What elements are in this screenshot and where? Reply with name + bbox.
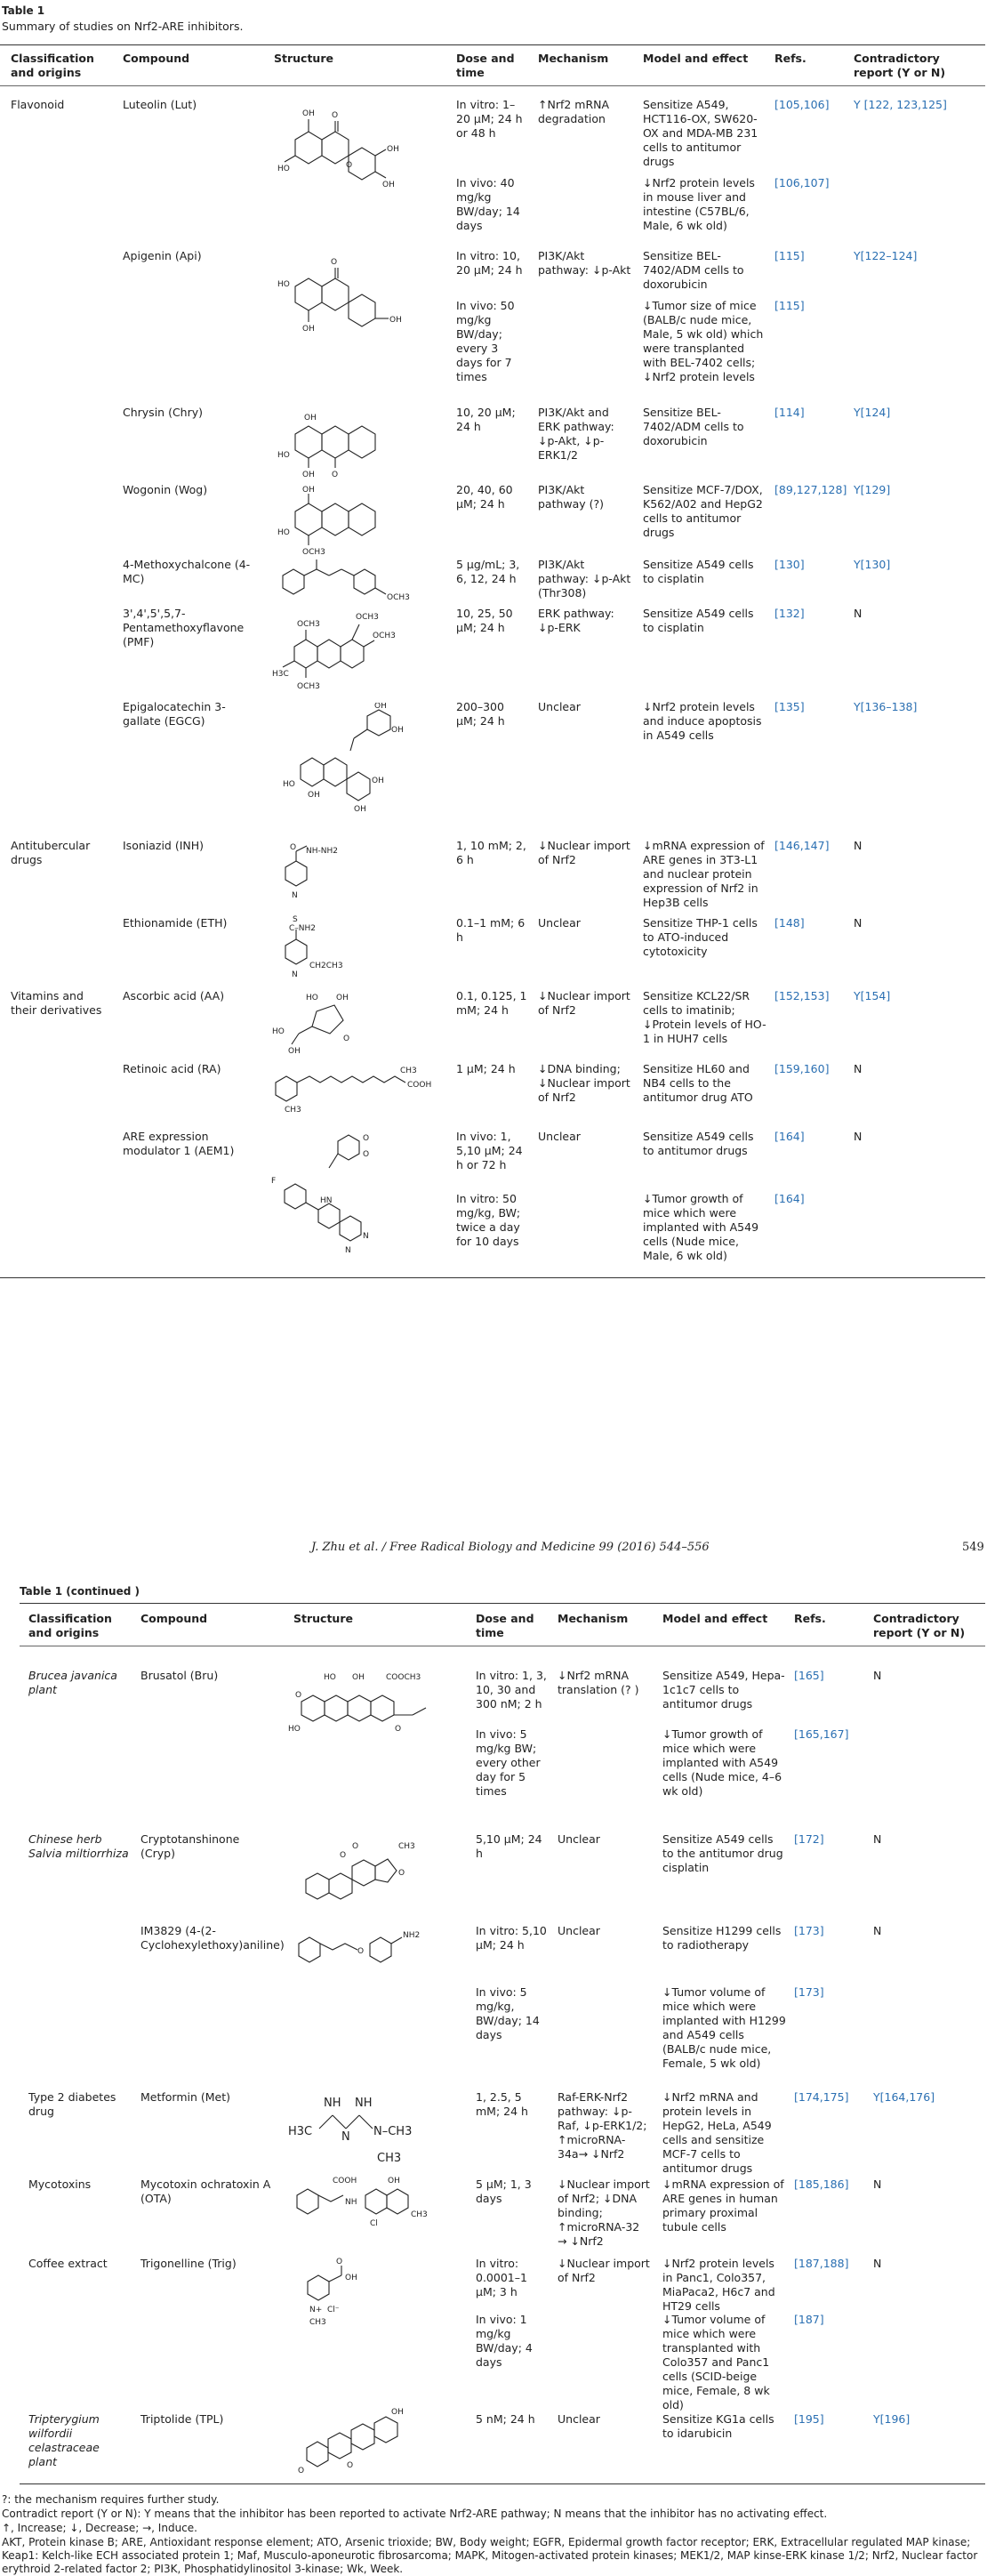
cell-mechanism: Unclear: [538, 700, 581, 713]
svg-text:OH: OH: [302, 109, 315, 118]
cell-model: ↓mRNA expression of ARE genes in human primary proximal tubule cells: [662, 2178, 784, 2234]
structure-triptolide: [293, 2403, 418, 2475]
structure-aem1: [267, 1128, 391, 1261]
svg-text:OH: OH: [382, 181, 395, 189]
svg-text:OH: OH: [391, 2408, 404, 2417]
cell-contradictory[interactable]: Y[122–124]: [854, 249, 918, 262]
svg-text:NH: NH: [355, 2097, 373, 2110]
svg-text:CH3: CH3: [398, 1842, 415, 1851]
cell-mechanism: Unclear: [558, 1832, 600, 1846]
cell-model: Sensitize A549 cells to cisplatin: [643, 607, 754, 634]
cell-refs[interactable]: [105,106]: [774, 98, 830, 111]
cell-model: Sensitize A549, Hepa-1c1c7 cells to antitumor drugs: [662, 1669, 785, 1711]
svg-text:OCH3: OCH3: [302, 548, 325, 557]
cell-dose: In vitro: 1, 3, 10, 30 and 300 nM; 2 h: [476, 1669, 547, 1711]
svg-text:HO: HO: [288, 1725, 301, 1734]
svg-text:OH: OH: [388, 2177, 400, 2186]
svg-text:CH3: CH3: [400, 1067, 417, 1075]
cell-model: ↓Tumor size of mice (BALB/c nude mice, Male, 5 wk old) which were transplanted with BEL-7402 cells; ↓Nrf2 protein levels: [643, 299, 764, 383]
cell-compound: Wogonin (Wog): [123, 483, 208, 496]
structure-ochratoxin-a: [290, 2170, 450, 2233]
svg-text:OH: OH: [354, 805, 366, 814]
cell-refs[interactable]: [130]: [774, 558, 805, 571]
structure-isoniazid: [272, 841, 361, 912]
cell-contradictory[interactable]: Y[130]: [854, 558, 891, 571]
cell-refs[interactable]: [135]: [774, 700, 805, 713]
cell-contradictory: N: [854, 1062, 863, 1075]
cell-contradictory[interactable]: Y[154]: [854, 989, 891, 1002]
cell-classification: Type 2 diabetes drug: [28, 2090, 116, 2118]
svg-text:O: O: [343, 1034, 350, 1043]
svg-text:CH3: CH3: [377, 2152, 402, 2165]
svg-text:Cl: Cl: [370, 2219, 378, 2228]
svg-text:O: O: [357, 1947, 365, 1956]
svg-text:OCH3: OCH3: [387, 593, 410, 602]
cell-compound: Retinoic acid (RA): [123, 1062, 221, 1075]
cell-mechanism: ERK pathway: ↓p-ERK: [538, 607, 614, 634]
svg-text:HN: HN: [320, 1196, 333, 1205]
cell-classification: Flavonoid: [11, 98, 65, 111]
cell-refs[interactable]: [195]: [794, 2412, 824, 2426]
cell-refs[interactable]: [148]: [774, 916, 805, 930]
cell-classification: Mycotoxins: [28, 2178, 92, 2191]
cell-contradictory: N: [873, 1669, 882, 1682]
cell-dose: In vivo: 1 mg/kg BW/day; 4 days: [476, 2313, 533, 2369]
cell-mechanism: ↓Nuclear import of Nrf2: [538, 989, 630, 1017]
cell-compound: Luteolin (Lut): [123, 98, 197, 111]
cell-dose: In vivo: 40 mg/kg BW/day; 14 days: [456, 176, 520, 232]
svg-text:COOCH3: COOCH3: [386, 1673, 421, 1682]
svg-text:HO: HO: [277, 280, 290, 289]
svg-text:O: O: [340, 1851, 347, 1860]
cell-dose: 1, 10 mM; 2, 6 h: [456, 839, 526, 866]
cell-classification: Vitamins and their derivatives: [11, 989, 102, 1017]
header-contradictory: Contradictory report (Y or N): [854, 52, 946, 79]
svg-text:N–CH3: N–CH3: [373, 2125, 413, 2138]
svg-text:N+: N+: [309, 2306, 323, 2314]
page-number: 549: [962, 1541, 984, 1554]
header-dose: Dose and time: [456, 52, 515, 79]
svg-text:OH: OH: [389, 316, 402, 325]
structure-4-methoxychalcone: [274, 559, 434, 608]
svg-text:OH: OH: [372, 777, 384, 785]
cell-compound: Ascorbic acid (AA): [123, 989, 225, 1002]
cell-mechanism: PI3K/Akt pathway (?): [538, 483, 605, 511]
cell-dose: In vitro: 10, 20 μM; 24 h: [456, 249, 523, 277]
cell-contradictory[interactable]: Y[136–138]: [854, 700, 918, 713]
cell-model: Sensitize A549 cells to antitumor drugs: [643, 1130, 754, 1157]
cell-contradictory: N: [854, 1130, 863, 1143]
cell-contradictory[interactable]: Y[124]: [854, 406, 891, 419]
svg-text:OH: OH: [336, 994, 349, 1002]
cell-refs[interactable]: [152,153]: [774, 989, 830, 1002]
cell-refs[interactable]: [187]: [794, 2313, 824, 2326]
cell-dose: 200–300 μM; 24 h: [456, 700, 505, 728]
cell-contradictory[interactable]: Y [122, 123,125]: [854, 98, 947, 111]
cell-dose: 10, 20 μM; 24 h: [456, 406, 516, 433]
svg-text:HO: HO: [283, 780, 295, 789]
svg-text:F: F: [271, 1177, 277, 1186]
footnote-abbreviations: AKT, Protein kinase B; ARE, Antioxidant response element; ATO, Arsenic trioxide; BW, Body weight; EGFR, Epidermal growth factor receptor; ERK, Extracellular regulated MAP kinase; Keap1: Kelch-like ECH associated protein 1; Maf, Musculo-aponeurotic fibrosarcoma; MAPK, Mitogen-activated protein kinases; MEK1/2, MAP kinse-ERK kinase 1/2; Nrf2, Nuclear factor erythroid 2-related factor 2; PI3K, Phosphatidylinositol 3-kinase; Wk, Week.: [2, 2536, 978, 2575]
structure-retinoic-acid: [267, 1060, 445, 1114]
top-rule: [0, 44, 985, 45]
cell-refs[interactable]: [173]: [794, 1985, 824, 1999]
cell-classification: Tripterygium wilfordii celastraceae plant: [28, 2412, 100, 2468]
cell-model: ↓Nrf2 protein levels in Panc1, Colo357, MiaPaca2, H6c7 and HT29 cells: [662, 2257, 775, 2313]
cell-dose: 1, 2.5, 5 mM; 24 h: [476, 2090, 528, 2118]
cell-model: ↓Nrf2 protein levels in mouse liver and intestine (C57BL/6, Male, 6 wk old): [643, 176, 755, 232]
svg-text:OH: OH: [391, 726, 404, 735]
structure-trigonelline: [290, 2255, 388, 2326]
svg-text:OCH3: OCH3: [373, 632, 396, 640]
cell-refs[interactable]: [115]: [774, 299, 805, 312]
cell-model: ↓Tumor growth of mice which were implanted with A549 cells (Nude mice, 4–6 wk old): [662, 1727, 782, 1798]
cell-refs[interactable]: [165]: [794, 1669, 824, 1682]
cell-refs[interactable]: [173]: [794, 1924, 824, 1937]
cell-classification: Brucea javanica plant: [28, 1669, 117, 1696]
cell-refs[interactable]: [106,107]: [774, 176, 830, 189]
cell-dose: 5,10 μM; 24 h: [476, 1832, 542, 1860]
structure-luteolin: [277, 100, 402, 189]
svg-text:OH: OH: [302, 325, 315, 331]
structure-egcg: [283, 703, 425, 814]
svg-text:NH: NH: [345, 2198, 357, 2207]
cell-contradictory: N: [873, 1924, 882, 1937]
svg-text:CH2CH3: CH2CH3: [309, 962, 343, 970]
cell-compound: Epigalocatechin 3-gallate (EGCG): [123, 700, 226, 728]
bottom-rule-p2: [20, 2483, 985, 2484]
svg-text:O: O: [395, 1725, 402, 1734]
structure-metformin: [288, 2089, 421, 2169]
cell-model: Sensitize BEL-7402/ADM cells to doxorubicin: [643, 249, 744, 291]
top-rule-p2: [20, 1603, 985, 1604]
svg-text:OH: OH: [387, 145, 399, 154]
cell-contradictory: N: [854, 839, 863, 852]
bottom-rule-p1: [0, 1277, 985, 1278]
structure-cryptotanshinone: [288, 1831, 421, 1937]
svg-text:HO: HO: [277, 165, 290, 173]
svg-text:O: O: [347, 2461, 354, 2470]
svg-text:CH3: CH3: [309, 2318, 326, 2326]
svg-text:OH: OH: [352, 1673, 365, 1682]
header-structure: Structure: [274, 52, 333, 65]
footnote-contradict: Contradict report (Y or N): Y means that the inhibitor has been reported to activate Nrf2-ARE pathway; N means that the inhibitor has no activating effect.: [2, 2508, 828, 2520]
cell-contradictory: N: [854, 916, 863, 930]
cell-mechanism: Unclear: [558, 2412, 600, 2426]
header-contradictory: Contradictory report (Y or N): [873, 1612, 966, 1639]
cell-mechanism: ↓Nrf2 mRNA translation (? ): [558, 1669, 639, 1696]
cell-mechanism: Raf-ERK-Nrf2 pathway: ↓p-Raf, ↓p-ERK1/2; ↑microRNA-34a→ ↓Nrf2: [558, 2090, 647, 2161]
svg-text:NH-NH2: NH-NH2: [306, 847, 338, 856]
cell-contradictory[interactable]: Y[196]: [873, 2412, 911, 2426]
cell-compound: Apigenin (Api): [123, 249, 202, 262]
cell-dose: In vitro: 1–20 μM; 24 h or 48 h: [456, 98, 523, 140]
header-structure: Structure: [293, 1612, 353, 1625]
cell-contradictory: N: [873, 1832, 882, 1846]
cell-model: ↓Nrf2 mRNA and protein levels in HepG2, HeLa, A549 cells and sensitize MCF-7 cells to antitumor drugs: [662, 2090, 772, 2175]
svg-text:OH: OH: [345, 2274, 357, 2282]
cell-refs[interactable]: [172]: [794, 1832, 824, 1846]
svg-text:O: O: [363, 1150, 370, 1159]
svg-text:O: O: [332, 111, 339, 120]
cell-model: Sensitize A549, HCT116-OX, SW620-OX and MDA-MB 231 cells to antitumor drugs: [643, 98, 758, 168]
svg-text:OH: OH: [302, 486, 315, 495]
cell-refs[interactable]: [165,167]: [794, 1727, 849, 1741]
cell-classification: Chinese herb Salvia miltiorrhiza: [28, 1832, 129, 1860]
footnote-question: ?: the mechanism requires further study.: [2, 2493, 220, 2506]
cell-refs[interactable]: [164]: [774, 1192, 805, 1205]
cell-contradictory: N: [854, 607, 863, 620]
cell-model: Sensitize KG1a cells to idarubicin: [662, 2412, 774, 2440]
cell-compound: 3',4',5',5,7-Pentamethoxyflavone (PMF): [123, 607, 245, 648]
svg-text:N: N: [341, 2130, 350, 2144]
structure-pmf: [272, 607, 405, 691]
cell-model: Sensitize KCL22/SR cells to imatinib; ↓Protein levels of HO-1 in HUH7 cells: [643, 989, 766, 1045]
svg-text:O: O: [352, 1842, 359, 1851]
svg-text:O: O: [398, 1869, 405, 1878]
cell-refs[interactable]: [146,147]: [774, 839, 830, 852]
cell-compound: Trigonelline (Trig): [140, 2257, 237, 2270]
cell-mechanism: ↓DNA binding; ↓Nuclear import of Nrf2: [538, 1062, 630, 1104]
cell-compound: IM3829 (4-(2-Cyclohexylethoxy)aniline): [140, 1924, 285, 1952]
svg-text:S: S: [293, 915, 298, 924]
cell-mechanism: ↓Nuclear import of Nrf2; ↓DNA binding; ↑microRNA-32 → ↓Nrf2: [558, 2178, 650, 2248]
cell-model: ↓Tumor volume of mice which were implanted with H1299 and A549 cells (BALB/c nude mice, Female, 5 wk old): [662, 1985, 786, 2070]
cell-model: Sensitize HL60 and NB4 cells to the antitumor drug ATO: [643, 1062, 753, 1104]
cell-refs[interactable]: [89,127,128]: [774, 483, 847, 496]
svg-text:NH2: NH2: [403, 1931, 421, 1940]
running-head: J. Zhu et al. / Free Radical Biology and Medicine 99 (2016) 544–556: [311, 1541, 710, 1554]
cell-refs[interactable]: [159,160]: [774, 1062, 830, 1075]
cell-mechanism: PI3K/Akt and ERK pathway: ↓p-Akt, ↓p-ERK1/2: [538, 406, 614, 462]
cell-refs[interactable]: [164]: [774, 1130, 805, 1143]
cell-refs[interactable]: [115]: [774, 249, 805, 262]
header-classification: Classification and origins: [28, 1612, 112, 1639]
cell-dose: In vivo: 50 mg/kg BW/day; every 3 days for 7 times: [456, 299, 515, 383]
cell-compound: ARE expression modulator 1 (AEM1): [123, 1130, 235, 1157]
structure-wogonin: [277, 485, 402, 560]
structure-chrysin: [277, 407, 402, 479]
cell-model: ↓mRNA expression of ARE genes in 3T3-L1 and nuclear protein expression of Nrf2 in Hep3B cells: [643, 839, 765, 909]
structure-ascorbic-acid: [272, 989, 379, 1056]
cell-contradictory[interactable]: Y[129]: [854, 483, 891, 496]
svg-text:O: O: [363, 1134, 370, 1143]
cell-model: ↓Tumor volume of mice which were transplanted with Colo357 and Panc1 cells (SCID-beige mice, Female, 8 wk old): [662, 2313, 770, 2411]
svg-text:O: O: [346, 161, 353, 170]
cell-model: ↓Nrf2 protein levels and induce apoptosis in A549 cells: [643, 700, 762, 742]
svg-text:HO: HO: [277, 528, 290, 537]
cell-dose: In vitro: 0.0001–1 μM; 3 h: [476, 2257, 527, 2298]
cell-refs[interactable]: [174,175]: [794, 2090, 849, 2104]
svg-text:O: O: [336, 2258, 343, 2266]
cell-refs[interactable]: [187,188]: [794, 2257, 849, 2270]
header-mechanism: Mechanism: [538, 52, 609, 65]
svg-text:Cl⁻: Cl⁻: [327, 2306, 340, 2314]
svg-text:O: O: [332, 471, 339, 479]
cell-refs[interactable]: [114]: [774, 406, 805, 419]
table-label-continued: Table 1 (continued ): [20, 1585, 140, 1598]
cell-model: Sensitize A549 cells to the antitumor drug cisplatin: [662, 1832, 783, 1874]
svg-text:OH: OH: [302, 471, 315, 479]
header-refs: Refs.: [774, 52, 806, 65]
cell-model: Sensitize BEL-7402/ADM cells to doxorubicin: [643, 406, 744, 447]
svg-text:OCH3: OCH3: [297, 682, 320, 691]
cell-mechanism: PI3K/Akt pathway: ↓p-Akt (Thr308): [538, 558, 631, 600]
svg-text:CH3: CH3: [285, 1106, 301, 1114]
cell-dose: In vivo: 5 mg/kg, BW/day; 14 days: [476, 1985, 540, 2041]
cell-dose: 5 nM; 24 h: [476, 2412, 535, 2426]
cell-mechanism: ↓Nuclear import of Nrf2: [558, 2257, 650, 2284]
svg-text:NH: NH: [324, 2097, 341, 2110]
footnote-arrows: ↑, Increase; ↓, Decrease; →, Induce.: [2, 2522, 197, 2534]
svg-text:O: O: [298, 2467, 305, 2475]
cell-refs[interactable]: [185,186]: [794, 2178, 849, 2191]
cell-compound: Isoniazid (INH): [123, 839, 205, 852]
cell-dose: 5 μg/mL; 3, 6, 12, 24 h: [456, 558, 520, 585]
header-dose: Dose and time: [476, 1612, 534, 1639]
cell-dose: In vitro: 5,10 μM; 24 h: [476, 1924, 547, 1952]
cell-dose: 5 μM; 1, 3 days: [476, 2178, 532, 2205]
svg-text:N: N: [363, 1232, 369, 1241]
svg-text:HO: HO: [277, 451, 290, 460]
header-mechanism: Mechanism: [558, 1612, 629, 1625]
svg-text:H3C: H3C: [288, 2125, 313, 2138]
cell-model: Sensitize A549 cells to cisplatin: [643, 558, 754, 585]
cell-model: Sensitize MCF-7/DOX, K562/A02 and HepG2 cells to antitumor drugs: [643, 483, 763, 539]
cell-dose: 20, 40, 60 μM; 24 h: [456, 483, 513, 511]
cell-dose: In vitro: 50 mg/kg, BW; twice a day for 10 days: [456, 1192, 521, 1248]
header-model: Model and effect: [643, 52, 749, 65]
cell-mechanism: ↑Nrf2 mRNA degradation: [538, 98, 610, 125]
cell-dose: 1 μM; 24 h: [456, 1062, 516, 1075]
svg-text:N: N: [292, 970, 298, 979]
svg-text:N: N: [345, 1246, 351, 1255]
svg-text:HO: HO: [306, 994, 318, 1002]
cell-compound: 4-Methoxychalcone (4-MC): [123, 558, 251, 585]
svg-text:COOH: COOH: [333, 2177, 357, 2186]
cell-compound: Metformin (Met): [140, 2090, 231, 2104]
header-rule: [0, 85, 985, 86]
svg-text:COOH: COOH: [407, 1081, 432, 1090]
cell-compound: Ethionamide (ETH): [123, 916, 228, 930]
svg-text:OH: OH: [308, 791, 320, 800]
cell-contradictory: N: [873, 2257, 882, 2270]
cell-classification: Coffee extract: [28, 2257, 108, 2270]
svg-text:O: O: [290, 843, 297, 852]
svg-text:OH: OH: [304, 414, 317, 423]
cell-mechanism: ↓Nuclear import of Nrf2: [538, 839, 630, 866]
svg-text:OH: OH: [288, 1047, 301, 1056]
svg-text:O: O: [331, 258, 338, 267]
cell-compound: Chrysin (Chry): [123, 406, 204, 419]
table-label: Table 1: [2, 4, 45, 17]
svg-text:N: N: [292, 891, 298, 900]
svg-text:OCH3: OCH3: [297, 620, 320, 629]
cell-mechanism: PI3K/Akt pathway: ↓p-Akt: [538, 249, 631, 277]
cell-compound: Brusatol (Bru): [140, 1669, 219, 1682]
structure-brusatol: [288, 1662, 448, 1746]
cell-model: ↓Tumor growth of mice which were implanted with A549 cells (Nude mice, Male, 6 wk old): [643, 1192, 759, 1262]
header-model: Model and effect: [662, 1612, 768, 1625]
cell-mechanism: Unclear: [558, 1924, 600, 1937]
cell-dose: 0.1, 0.125, 1 mM; 24 h: [456, 989, 527, 1017]
header-refs: Refs.: [794, 1612, 826, 1625]
table-caption: Summary of studies on Nrf2-ARE inhibitors.: [2, 20, 244, 33]
svg-text:HO: HO: [324, 1673, 336, 1682]
svg-text:OCH3: OCH3: [356, 613, 379, 622]
cell-model: Sensitize H1299 cells to radiotherapy: [662, 1924, 782, 1952]
structure-apigenin: [277, 251, 420, 331]
cell-compound: Mycotoxin ochratoxin A (OTA): [140, 2178, 271, 2205]
svg-text:OH: OH: [374, 703, 387, 711]
cell-mechanism: Unclear: [538, 1130, 581, 1143]
svg-text:CH3: CH3: [411, 2210, 428, 2219]
cell-model: Sensitize THP-1 cells to ATO-induced cytotoxicity: [643, 916, 758, 958]
cell-contradictory[interactable]: Y[164,176]: [873, 2090, 935, 2104]
cell-contradictory: N: [873, 2178, 882, 2191]
structure-im3829: [290, 1926, 450, 1970]
svg-text:C–NH2: C–NH2: [289, 924, 317, 933]
header-compound: Compound: [140, 1612, 208, 1625]
cell-dose: In vivo: 1, 5,10 μM; 24 h or 72 h: [456, 1130, 523, 1171]
cell-dose: In vivo: 5 mg/kg BW; every other day for 5 times: [476, 1727, 541, 1798]
cell-compound: Cryptotanshinone (Cryp): [140, 1832, 240, 1860]
header-classification: Classification and origins: [11, 52, 94, 79]
cell-dose: 10, 25, 50 μM; 24 h: [456, 607, 513, 634]
cell-mechanism: Unclear: [538, 916, 581, 930]
svg-text:H3C: H3C: [272, 670, 289, 679]
svg-text:HO: HO: [272, 1027, 285, 1036]
cell-refs[interactable]: [132]: [774, 607, 805, 620]
cell-compound: Triptolide (TPL): [140, 2412, 224, 2426]
header-compound: Compound: [123, 52, 190, 65]
structure-ethionamide: [272, 914, 370, 981]
svg-text:O: O: [295, 1691, 302, 1700]
cell-dose: 0.1–1 mM; 6 h: [456, 916, 526, 944]
cell-classification: Antitubercular drugs: [11, 839, 91, 866]
